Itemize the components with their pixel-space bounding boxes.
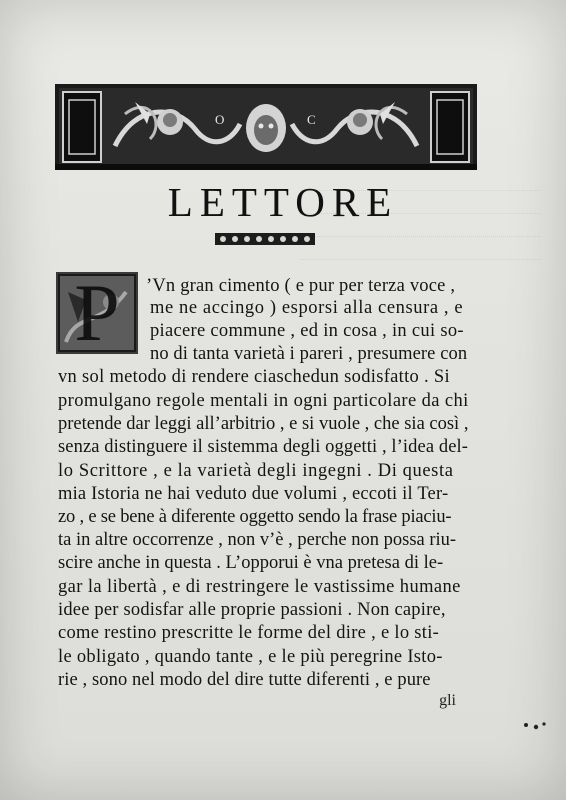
initial-letter: P xyxy=(74,267,120,358)
text-line: lo Scrittore , e la varietà degli ingegni . Di questa xyxy=(58,461,454,481)
text-line: promulgano regole mentali in ogni particolare da chi xyxy=(58,391,469,411)
text-line: idee per sodisfar alle proprie passioni . Non capire, xyxy=(58,600,446,620)
margin-mark xyxy=(520,715,550,735)
text-line: ’Vn gran cimento ( e pur per terza voce , xyxy=(146,276,456,296)
headpiece-letter-c: C xyxy=(307,112,316,127)
text-line: piacere commune , ed in cosa , in cui so- xyxy=(150,321,464,341)
page-title: LETTORE xyxy=(167,179,399,225)
text-line: le obligato , quando tante , e le più peregrine Isto- xyxy=(58,647,443,667)
text-line: scire anche in questa . L’opporui è vna pretesa di le- xyxy=(58,553,444,573)
catchword: gli xyxy=(439,692,456,709)
text-line: ta in altre occorrenze , non v’è , perche non possa riu- xyxy=(58,530,457,550)
text-line: senza distinguere il sistemma degli oggetti , l’idea del- xyxy=(58,437,469,457)
text-line: vn sol metodo di rendere ciaschedun sodisfatto . Si xyxy=(58,367,450,387)
text-line: pretende dar leggi all’arbitrio , e si vuole , che sia così , xyxy=(58,414,469,434)
text-line: come restino prescritte le forme del dire , e lo sti- xyxy=(58,623,440,643)
text-line: no di tanta varietà i pareri , presumere con xyxy=(150,344,468,364)
text-line: zo , e se bene à diferente oggetto sendo la frase piaciu- xyxy=(58,507,452,527)
text-line: gar la libertà , e di restringere le vastissime humane xyxy=(58,577,461,597)
text-line: rie , sono nel modo del dire tutte diferenti , e pure xyxy=(58,670,431,690)
text-line: me ne accingo ) esporsi alla censura , e xyxy=(150,298,464,318)
text-line: mia Istoria ne hai veduto due volumi , eccoti il Ter- xyxy=(58,484,449,504)
headpiece-letter-o: O xyxy=(215,112,225,127)
